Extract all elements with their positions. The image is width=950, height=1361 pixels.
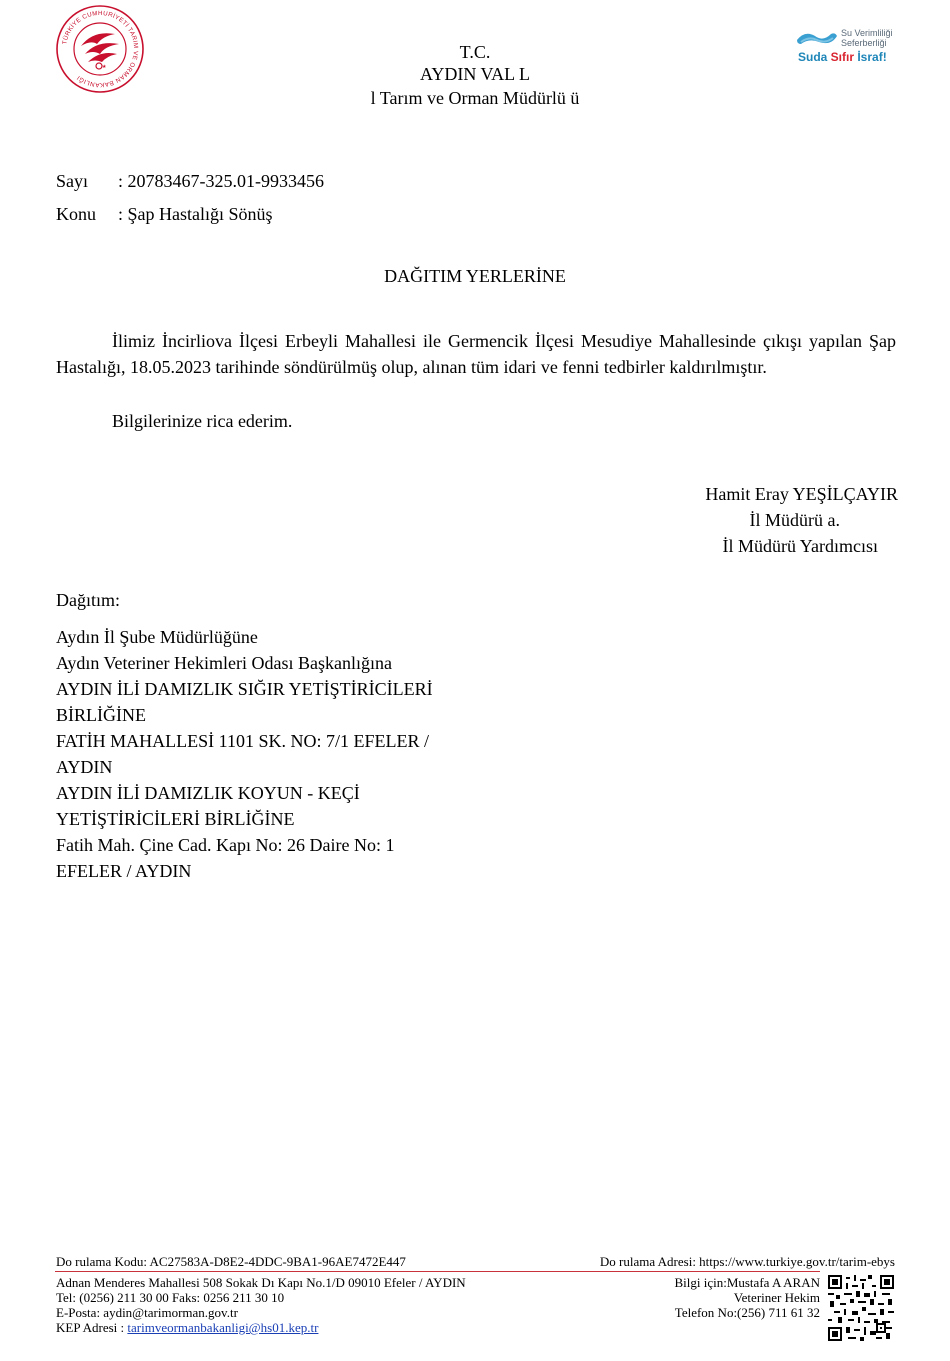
water-drop-icon [795, 28, 839, 48]
signature-block [705, 481, 898, 559]
body-paragraph-text: İlimiz İncirliova İlçesi Erbeyli Mahallesi ile Germencik İlçesi Mesudiye Mahallesinde çıkışı yapılan Şap Hastalığı, 18.05.2023 tarihinde söndürülmüş olup, alınan tüm idari ve fenni tedbirler kaldırılmıştır. [56, 331, 896, 377]
header-tc: T.C. [459, 42, 491, 62]
header-directorate: l Tarım ve Orman Müdürlü ü [370, 88, 580, 108]
slogan-part-a: Suda [798, 50, 831, 64]
footer-info [674, 1275, 820, 1320]
konu-row [56, 201, 273, 227]
distribution-line: BİRLİĞİNE [56, 705, 146, 725]
slogan-part-c: İsraf! [854, 50, 887, 64]
distribution-line: AYDIN İLİ DAMIZLIK SIĞIR YETİŞTİRİCİLERİ [56, 679, 433, 699]
seal-ring-text: TÜRKİYE CUMHURİYETİ TARIM VE ORMAN BAKANLIĞI [61, 9, 140, 89]
distribution-line: FATİH MAHALLESİ 1101 SK. NO: 7/1 EFELER / [56, 731, 429, 751]
campaign-line1: Su Verimliliği [841, 28, 893, 38]
info-contact-person: Bilgi için:Mustafa A ARAN [674, 1275, 820, 1290]
closing-line: Bilgilerinize rica ederim. [112, 411, 293, 431]
kep-link[interactable]: tarimveormanbakanligi@hs01.kep.tr [127, 1320, 319, 1335]
footer-divider [55, 1271, 820, 1272]
sayi-value: : 20783467-325.01-9933456 [118, 171, 324, 191]
signer-name: Hamit Eray YEŞİLÇAYIR [705, 484, 898, 504]
document-title: DAĞITIM YERLERİNE [384, 266, 566, 286]
kep-label: KEP Adresi : [56, 1320, 128, 1335]
distribution-line: Aydın Veteriner Hekimleri Odası Başkanlığına [56, 653, 392, 673]
verification-url[interactable]: Do rulama Adresi: https://www.turkiye.gov.tr/tarim-ebys [599, 1254, 895, 1269]
water-campaign-logo [795, 28, 905, 72]
distribution-line: AYDIN [56, 757, 113, 777]
footer-phone: Tel: (0256) 211 30 00 Faks: 0256 211 30 10 [56, 1290, 285, 1305]
distribution-line: EFELER / AYDIN [56, 861, 192, 881]
footer-kep [56, 1320, 466, 1335]
campaign-slogan [798, 50, 905, 64]
body-paragraph [56, 328, 896, 380]
konu-value: : Şap Hastalığı Sönüş [118, 204, 273, 224]
distribution-line: AYDIN İLİ DAMIZLIK KOYUN - KEÇİ [56, 783, 360, 803]
sayi-row [56, 168, 324, 194]
footer-address: Adnan Menderes Mahallesi 508 Sokak Dı Kapı No.1/D 09010 Efeler / AYDIN [56, 1275, 466, 1290]
campaign-line2: Seferberliği [841, 38, 887, 48]
footer-email[interactable]: E-Posta: aydin@tarimorman.gov.tr [56, 1305, 238, 1320]
footer-contact [56, 1275, 466, 1335]
sayi-label: Sayı [56, 171, 89, 191]
slogan-part-b: Sıfır [830, 50, 855, 64]
distribution-line: Aydın İl Şube Müdürlüğüne [56, 627, 258, 647]
signer-title-2: İl Müdürü Yardımcısı [722, 536, 878, 556]
info-phone: Telefon No:(256) 711 61 32 [674, 1305, 820, 1320]
signer-title-1: İl Müdürü a. [749, 510, 840, 530]
svg-text:★: ★ [102, 64, 107, 70]
distribution-line: YETİŞTİRİCİLERİ BİRLİĞİNE [56, 809, 295, 829]
distribution-line: Fatih Mah. Çine Cad. Kapı No: 26 Daire No: 1 [56, 835, 395, 855]
qr-code-icon [828, 1275, 894, 1341]
info-role: Veteriner Hekim [733, 1290, 820, 1305]
distribution-heading: Dağıtım: [56, 590, 120, 610]
konu-label: Konu [56, 204, 96, 224]
verification-code: Do rulama Kodu: AC27583A-D8E2-4DDC-9BA1-96AE7472E447 [56, 1254, 406, 1269]
distribution-list [56, 624, 433, 884]
header-governorship: AYDIN VAL L [419, 64, 530, 84]
